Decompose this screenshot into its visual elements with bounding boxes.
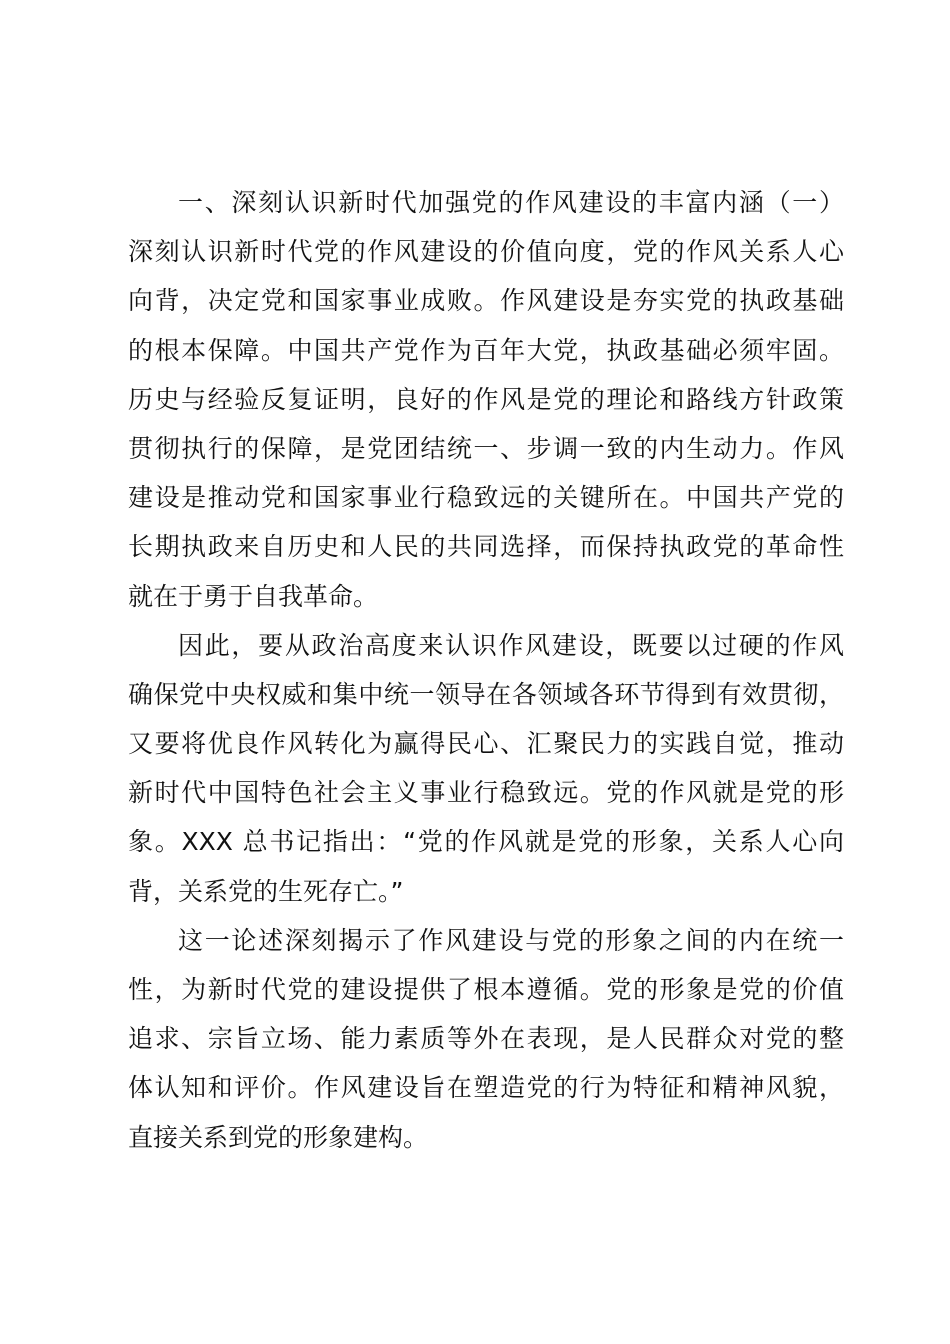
paragraph-line: 建设是推动党和国家事业行稳致远的关键所在。中国共产党的 xyxy=(128,483,844,513)
paragraph-line: 追求、宗旨立场、能力素质等外在表现，是人民群众对党的整 xyxy=(128,1024,844,1054)
paragraph-line: 象。XXX 总书记指出：“党的作风就是党的形象，关系人心向 xyxy=(128,827,844,857)
paragraph-line: 因此，要从政治高度来认识作风建设，既要以过硬的作风 xyxy=(178,630,844,660)
document-body xyxy=(128,178,844,1162)
paragraph-line: 贯彻执行的保障，是党团结统一、步调一致的内生动力。作风 xyxy=(128,433,844,463)
paragraph-line: 新时代中国特色社会主义事业行稳致远。党的作风就是党的形 xyxy=(128,778,844,808)
paragraph-line: 深刻认识新时代党的作风建设的价值向度，党的作风关系人心 xyxy=(128,237,844,267)
paragraph-line: 性，为新时代党的建设提供了根本遵循。党的形象是党的价值 xyxy=(128,975,844,1004)
paragraph-line: 确保党中央权威和集中统一领导在各领域各环节得到有效贯彻， xyxy=(128,679,844,709)
paragraph-3 xyxy=(128,916,844,1162)
paragraph-line: 背，关系党的生死存亡。” xyxy=(128,876,404,906)
paragraph-2 xyxy=(128,621,844,916)
paragraph-line: 的根本保障。中国共产党作为百年大党，执政基础必须牢固。 xyxy=(128,335,844,365)
paragraph-line: 历史与经验反复证明，良好的作风是党的理论和路线方针政策 xyxy=(128,384,844,414)
paragraph-line: 长期执政来自历史和人民的共同选择，而保持执政党的革命性 xyxy=(128,532,844,562)
paragraph-line: 又要将优良作风转化为赢得民心、汇聚民力的实践自觉，推动 xyxy=(128,729,844,759)
paragraph-line: 向背，决定党和国家事业成败。作风建设是夯实党的执政基础 xyxy=(128,286,844,316)
paragraph-line: 这一论述深刻揭示了作风建设与党的形象之间的内在统一 xyxy=(178,925,844,955)
paragraph-line: 一、深刻认识新时代加强党的作风建设的丰富内涵（一） xyxy=(178,188,844,217)
paragraph-line: 体认知和评价。作风建设旨在塑造党的行为特征和精神风貌， xyxy=(128,1073,844,1103)
paragraph-line: 直接关系到党的形象建构。 xyxy=(128,1122,429,1152)
paragraph-1 xyxy=(128,178,844,621)
paragraph-line: 就在于勇于自我革命。 xyxy=(128,581,379,611)
